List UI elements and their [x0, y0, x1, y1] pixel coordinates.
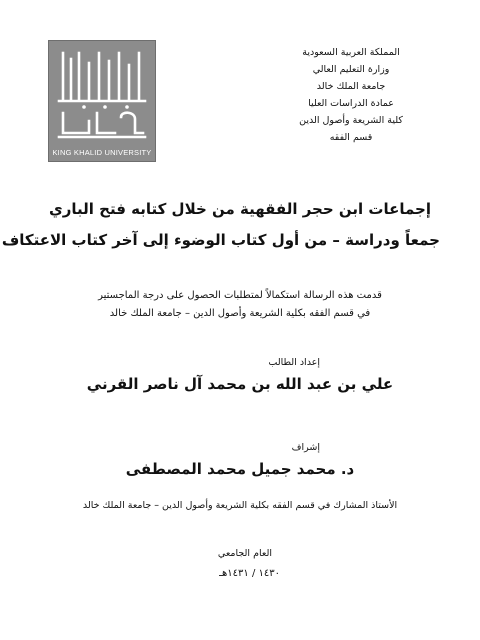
institution-header	[256, 44, 446, 146]
student-name: علي بن عبد الله بن محمد آل ناصر القرني	[86, 375, 394, 393]
university-logo	[48, 40, 156, 162]
institution-line: عمادة الدراسات العليا	[308, 98, 394, 109]
institution-line: المملكة العربية السعودية	[302, 47, 400, 58]
supervisor-label: إشراف	[291, 442, 320, 453]
submission-statement-line-2: في قسم الفقه بكلية الشريعة وأصول الدين – جامعة الملك خالد	[109, 308, 371, 319]
supervisor-name: د. محمد جميل محمد المصطفى	[125, 460, 355, 478]
thesis-title-line-1: إجماعات ابن حجر الفقهية من خلال كتابه فتح الباري	[49, 200, 431, 218]
institution-line: كلية الشريعة وأصول الدين	[299, 115, 403, 126]
academic-year-value: ١٤٣٠ / ١٤٣١هـ	[219, 568, 280, 579]
thesis-title-line-2: جمعاً ودراسة – من أول كتاب الوضوء إلى آخر كتاب الاعتكاف	[1, 231, 440, 249]
supervisor-position: الأستاذ المشارك في قسم الفقه بكلية الشريعة وأصول الدين – جامعة الملك خالد	[82, 500, 398, 511]
institution-line: جامعة الملك خالد	[316, 81, 386, 92]
institution-line: وزارة التعليم العالي	[312, 64, 390, 75]
student-label: إعداد الطالب	[268, 357, 320, 368]
academic-year-label: العام الجامعي	[217, 548, 272, 559]
calligraphy-emblem-icon	[49, 41, 155, 161]
logo-caption: KING KHALID UNIVERSITY	[52, 148, 152, 157]
submission-statement-line-1: قدمت هذه الرسالة استكمالاً لمتطلبات الحصول على درجة الماجستير	[98, 290, 382, 301]
institution-line: قسم الفقه	[329, 132, 373, 143]
